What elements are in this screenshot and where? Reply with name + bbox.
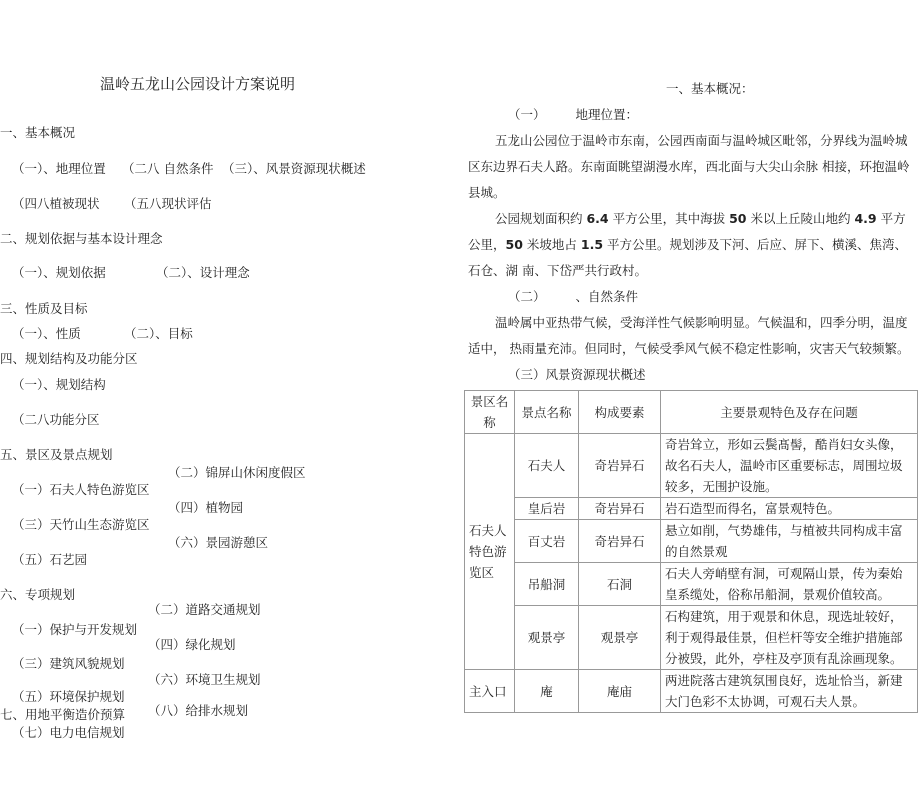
toc-item: （一）、地理位置 <box>12 161 106 176</box>
description-cell: 两进院落古建筑氛围良好，选址恰当，新建 大门色彩不太协调，可观石夫人景。 <box>661 670 918 713</box>
subsection-2 <box>464 284 918 310</box>
header-cell: 主要景观特色及存在问题 <box>661 391 918 434</box>
paragraph-location: 五龙山公园位于温岭市东南，公园西南面与温岭城区毗邻，分界线为温岭城区东边界石夫人路。东南面眺望湖漫水库，西北面与大尖山余脉 相接，环抱温岭县城。 <box>468 133 910 200</box>
toc-item: （五）石艺园 <box>12 552 88 567</box>
toc-item: （二）道路交通规划 <box>148 602 261 617</box>
table-row <box>465 670 918 713</box>
toc-item: （八）给排水规划 <box>148 703 249 718</box>
toc-item: 三、性质及目标 <box>0 301 88 316</box>
table-row <box>465 520 918 563</box>
area-cell: 主入口 <box>465 670 515 713</box>
spot-cell: 百丈岩 <box>515 520 579 563</box>
toc-item: （三）天竹山生态游览区 <box>12 517 150 532</box>
subsection-number: （二） <box>508 289 546 304</box>
paragraph-area: 公园规划面积约 6.4 平方公里，其中海拔 50 米以上丘陵山地约 4.9 平方公里，50 米坡地占 1.5 平方公里。规划涉及下河、后应、屏下、横溪、焦湾、石仓、湖 南、下岱严共行政村。 <box>468 211 908 278</box>
toc-item: （二）锦屏山休闲度假区 <box>168 465 306 480</box>
description-cell: 岩石造型而得名，富景观特色。 <box>661 498 918 520</box>
toc-item: 四、规划结构及功能分区 <box>0 351 138 366</box>
description-cell: 石构建筑，用于观景和休息，现选址较好， 利于观得最佳景，但栏杆等安全维护措施部 分被毁，此外，亭柱及亭顶有乱涂画现象。 <box>661 606 918 670</box>
header-cell: 构成要素 <box>579 391 661 434</box>
toc-item: （二八功能分区 <box>12 412 100 427</box>
toc-item: （一）保护与开发规划 <box>12 622 138 637</box>
toc-item: （四八植被现状 <box>12 196 100 211</box>
toc-item: （三）、风景资源现状概述 <box>222 161 366 176</box>
toc-item: （四）绿化规划 <box>148 637 236 652</box>
toc-item: （四）植物园 <box>168 500 244 515</box>
spot-cell: 皇后岩 <box>515 498 579 520</box>
toc-item: 五、景区及景点规划 <box>0 447 113 462</box>
table-header-row <box>465 391 918 434</box>
toc-item: （二）、目标 <box>124 326 193 341</box>
right-page <box>464 76 918 713</box>
toc-item: 六、专项规划 <box>0 587 76 602</box>
paragraph-climate: 温岭属中亚热带气候，受海洋性气候影响明显。气候温和，四季分明，温度适中， 热雨量充沛。但同时，气候受季风气候不稳定性影响，灾害天气较频繁。 <box>468 315 910 356</box>
toc-item: （二）、设计理念 <box>156 265 250 280</box>
element-cell: 庵庙 <box>579 670 661 713</box>
toc-item: （六）景园游憩区 <box>168 535 269 550</box>
spot-cell: 吊船洞 <box>515 563 579 606</box>
table-row <box>465 434 918 498</box>
toc-item: （一）石夫人特色游览区 <box>12 482 150 497</box>
area-cell: 石夫人特色游览区 <box>465 434 515 670</box>
toc-item: （五八现状评估 <box>124 196 212 211</box>
table-row <box>465 498 918 520</box>
description-cell: 悬立如削，气势雄伟，与植被共同构成丰富 的自然景观 <box>661 520 918 563</box>
toc-item: （一）、规划结构 <box>12 377 106 392</box>
element-cell: 石洞 <box>579 563 661 606</box>
document-title: 温岭五龙山公园设计方案说明 <box>100 75 296 93</box>
spot-cell: 石夫人 <box>515 434 579 498</box>
element-cell: 奇岩异石 <box>579 498 661 520</box>
toc-item: （三）建筑风貌规划 <box>12 656 125 671</box>
toc-item: （二八 自然条件 <box>122 161 214 176</box>
element-cell: 奇岩异石 <box>579 434 661 498</box>
table-row <box>465 606 918 670</box>
scenic-resources-table <box>464 390 918 713</box>
toc-item: 二、规划依据与基本设计理念 <box>0 231 163 246</box>
subsection-title: 地理位置： <box>575 107 639 122</box>
table-row <box>465 563 918 606</box>
spot-cell: 庵 <box>515 670 579 713</box>
toc-item: （七）电力电信规划 <box>12 725 125 740</box>
subsection-title: 、自然条件 <box>575 289 639 304</box>
element-cell: 观景亭 <box>579 606 661 670</box>
spot-cell: 观景亭 <box>515 606 579 670</box>
element-cell: 奇岩异石 <box>579 520 661 563</box>
subsection-title: （三）风景资源现状概述 <box>508 367 646 382</box>
section-heading: 一、基本概况： <box>666 81 754 96</box>
subsection-number: （一） <box>508 107 546 122</box>
toc-item: 七、用地平衡造价预算 <box>0 707 126 722</box>
toc-item: （六）环境卫生规划 <box>148 672 261 687</box>
toc-item: （五）环境保护规划 <box>12 689 125 704</box>
description-cell: 石夫人旁峭壁有洞，可观隔山景，传为秦始 皇系缆处，俗称吊船洞，景观价值较高。 <box>661 563 918 606</box>
header-cell: 景点名称 <box>515 391 579 434</box>
subsection-1 <box>464 102 918 128</box>
toc-item: （一）、规划依据 <box>12 265 106 280</box>
header-cell: 景区名称 <box>465 391 515 434</box>
description-cell: 奇岩耸立，形如云鬓髙髻，酷肖妇女头像， 故名石夫人，温岭市区重要标志，周围垃圾 较多，无围护设施。 <box>661 434 918 498</box>
toc-item: （一）、性质 <box>12 326 81 341</box>
toc-item: 一、基本概况 <box>0 125 76 140</box>
